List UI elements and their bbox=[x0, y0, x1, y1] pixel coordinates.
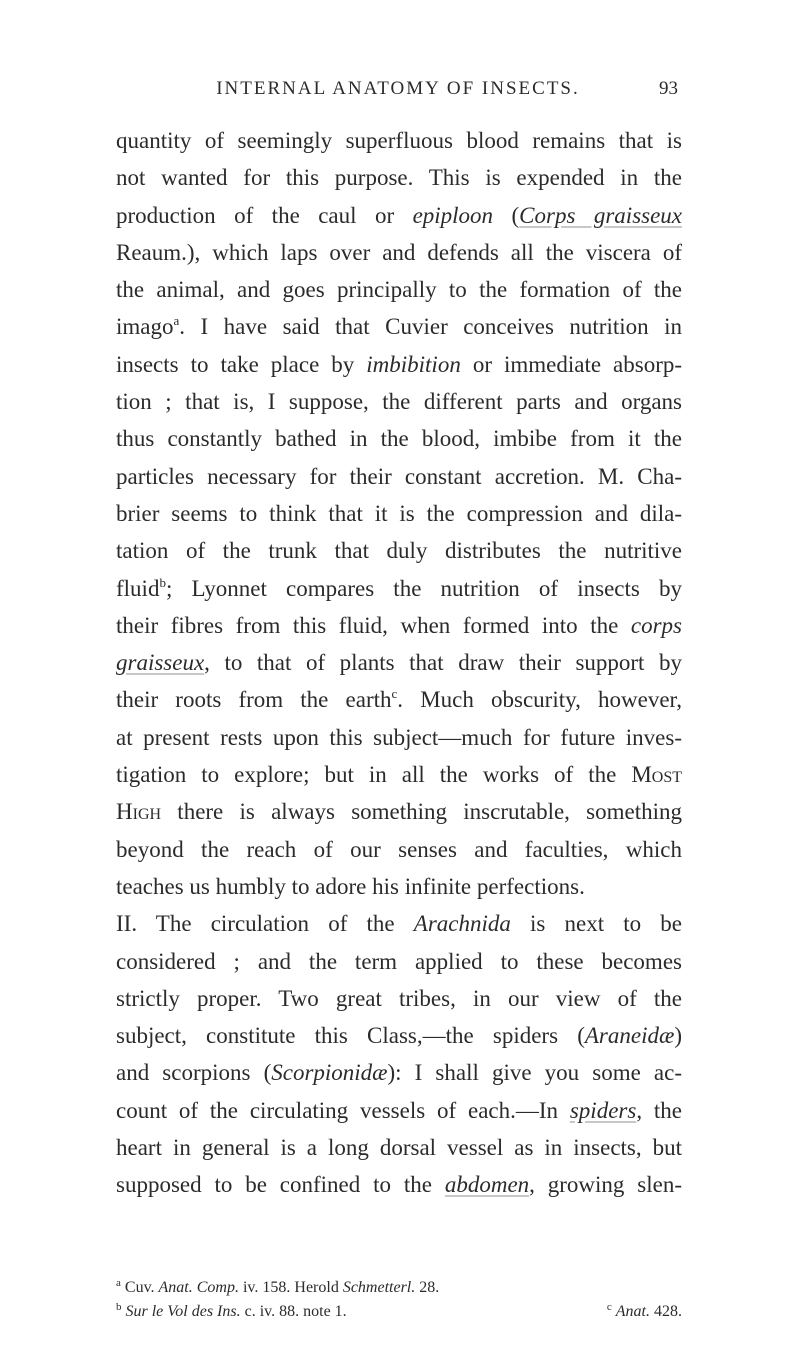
text-run: , the bbox=[636, 1097, 682, 1123]
text-line bbox=[116, 831, 682, 868]
text-run: there is always something inscrutable, something bbox=[161, 799, 682, 825]
text-run: insects to take place by bbox=[116, 351, 367, 377]
italic-term: epiploon bbox=[412, 202, 494, 228]
footnote-mark: a bbox=[116, 1277, 121, 1289]
running-title: INTERNAL ANATOMY OF INSECTS. bbox=[216, 78, 580, 99]
text-run: subject, constitute this Class,—the spiders ( bbox=[116, 1023, 585, 1049]
text-line bbox=[116, 308, 682, 345]
italic-term: abdomen bbox=[444, 1172, 530, 1198]
text-run: fluid bbox=[116, 575, 160, 601]
text-line bbox=[116, 905, 682, 942]
text-run: particles necessary for their constant accretion. M. Cha- bbox=[116, 463, 682, 489]
italic-term: Corps graisseux bbox=[519, 202, 683, 228]
text-line bbox=[116, 1166, 682, 1203]
text-run: is next to be bbox=[510, 911, 683, 937]
footnote-italic: Sur le Vol des Ins. bbox=[125, 1303, 241, 1320]
text-run: their fibres from this fluid, when formed into the bbox=[116, 612, 631, 638]
text-line bbox=[116, 868, 682, 905]
text-run: the animal, and goes principally to the formation of the bbox=[116, 277, 682, 303]
italic-term: Arachnida bbox=[413, 911, 511, 937]
text-run: . Much obscurity, however, bbox=[397, 687, 683, 713]
italic-term: Scorpionidæ bbox=[271, 1060, 388, 1086]
text-run: ( bbox=[493, 202, 520, 228]
text-line bbox=[116, 607, 682, 644]
footnote-italic: Schmetterl. bbox=[342, 1279, 416, 1296]
text-line bbox=[116, 532, 682, 569]
text-line bbox=[116, 159, 682, 196]
text-line bbox=[116, 458, 682, 495]
italic-term: spiders bbox=[569, 1097, 637, 1123]
footnote-italic: Anat. bbox=[615, 1303, 650, 1320]
text-line bbox=[116, 420, 682, 457]
small-caps-text: Most bbox=[631, 762, 682, 788]
text-run: heart in general is a long dorsal vessel as in insects, but bbox=[116, 1135, 682, 1161]
footnote-text: 28. bbox=[415, 1279, 440, 1296]
text-line bbox=[116, 1017, 682, 1054]
italic-term: Araneidæ bbox=[584, 1023, 675, 1049]
text-line bbox=[116, 495, 682, 532]
text-line bbox=[116, 570, 682, 607]
text-run: or immediate absorp- bbox=[460, 351, 683, 377]
footnote-text: c. iv. 88. note 1. bbox=[240, 1303, 347, 1320]
text-line bbox=[116, 980, 682, 1017]
text-run: teaches us humbly to adore his infinite perfections. bbox=[116, 873, 585, 899]
text-line bbox=[116, 1129, 682, 1166]
footnote-text: 428. bbox=[650, 1303, 682, 1320]
text-run: , growing slen- bbox=[529, 1172, 682, 1198]
italic-term: corps bbox=[630, 612, 682, 638]
text-run: their roots from the earth bbox=[116, 687, 392, 713]
text-run: considered ; and the term applied to these becomes bbox=[116, 948, 682, 974]
footnote-mark: c bbox=[606, 1301, 612, 1313]
body-text bbox=[116, 122, 682, 1204]
footnote-a bbox=[116, 1276, 682, 1300]
text-line bbox=[116, 383, 682, 420]
text-run: ): I shall give you some ac- bbox=[387, 1060, 682, 1086]
text-run: . I have said that Cuvier conceives nutrition in bbox=[179, 314, 682, 340]
italic-term: imbibition bbox=[366, 351, 461, 377]
text-run: at present rests upon this subject—much for future inves- bbox=[116, 724, 682, 750]
text-line bbox=[116, 1054, 682, 1091]
text-run: ; Lyonnet compares the nutrition of insects by bbox=[165, 575, 682, 601]
text-run: , to that of plants that draw their support by bbox=[204, 650, 682, 676]
footnote-italic: Anat. Comp. bbox=[158, 1279, 239, 1296]
text-line bbox=[116, 1092, 682, 1129]
italic-term: graisseux bbox=[116, 650, 205, 676]
small-caps-text: High bbox=[116, 799, 162, 825]
text-run: tation of the trunk that duly distributes the nutritive bbox=[116, 538, 682, 564]
text-line bbox=[116, 681, 682, 718]
text-run: count of the circulating vessels of each.—In bbox=[116, 1097, 570, 1123]
text-run: tigation to explore; but in all the works of the bbox=[116, 762, 632, 788]
footnote-text: iv. 158. Herold bbox=[238, 1279, 343, 1296]
text-run: II. The circulation of the bbox=[116, 911, 414, 937]
footnote-c bbox=[607, 1300, 682, 1324]
text-run: not wanted for this purpose. This is expended in the bbox=[116, 165, 682, 191]
text-run: supposed to be confined to the bbox=[116, 1172, 445, 1198]
page-header bbox=[118, 78, 678, 106]
page-number: 93 bbox=[659, 78, 678, 99]
footnote-b bbox=[116, 1300, 682, 1324]
text-run: imago bbox=[116, 314, 174, 340]
text-line bbox=[116, 943, 682, 980]
text-run: and scorpions ( bbox=[116, 1060, 272, 1086]
text-run: Reaum.), which laps over and defends all the viscera of bbox=[116, 239, 682, 265]
text-line bbox=[116, 271, 682, 308]
footnotes bbox=[116, 1276, 682, 1324]
text-run: brier seems to think that it is the compression and dila- bbox=[116, 500, 682, 526]
footnote-ref: a bbox=[173, 313, 180, 329]
text-line bbox=[116, 644, 682, 681]
text-line bbox=[116, 122, 682, 159]
text-run: quantity of seemingly superfluous blood remains that is bbox=[116, 128, 682, 153]
text-run: beyond the reach of our senses and faculties, which bbox=[116, 836, 682, 862]
text-run: tion ; that is, I suppose, the different parts and organs bbox=[116, 389, 682, 415]
text-line bbox=[116, 234, 682, 271]
text-run: strictly proper. Two great tribes, in our view of the bbox=[116, 985, 682, 1011]
text-line bbox=[116, 793, 682, 830]
text-line bbox=[116, 346, 682, 383]
text-run: production of the caul or bbox=[116, 202, 413, 228]
footnote-ref: c bbox=[391, 686, 398, 702]
text-line bbox=[116, 756, 682, 793]
footnote-mark: b bbox=[116, 1301, 122, 1313]
footnote-ref: b bbox=[159, 574, 166, 590]
text-line bbox=[116, 197, 682, 234]
text-line bbox=[116, 719, 682, 756]
footnote-text: Cuv. bbox=[124, 1279, 159, 1296]
text-run: thus constantly bathed in the blood, imbibe from it the bbox=[116, 426, 682, 452]
text-run: ) bbox=[674, 1023, 682, 1049]
